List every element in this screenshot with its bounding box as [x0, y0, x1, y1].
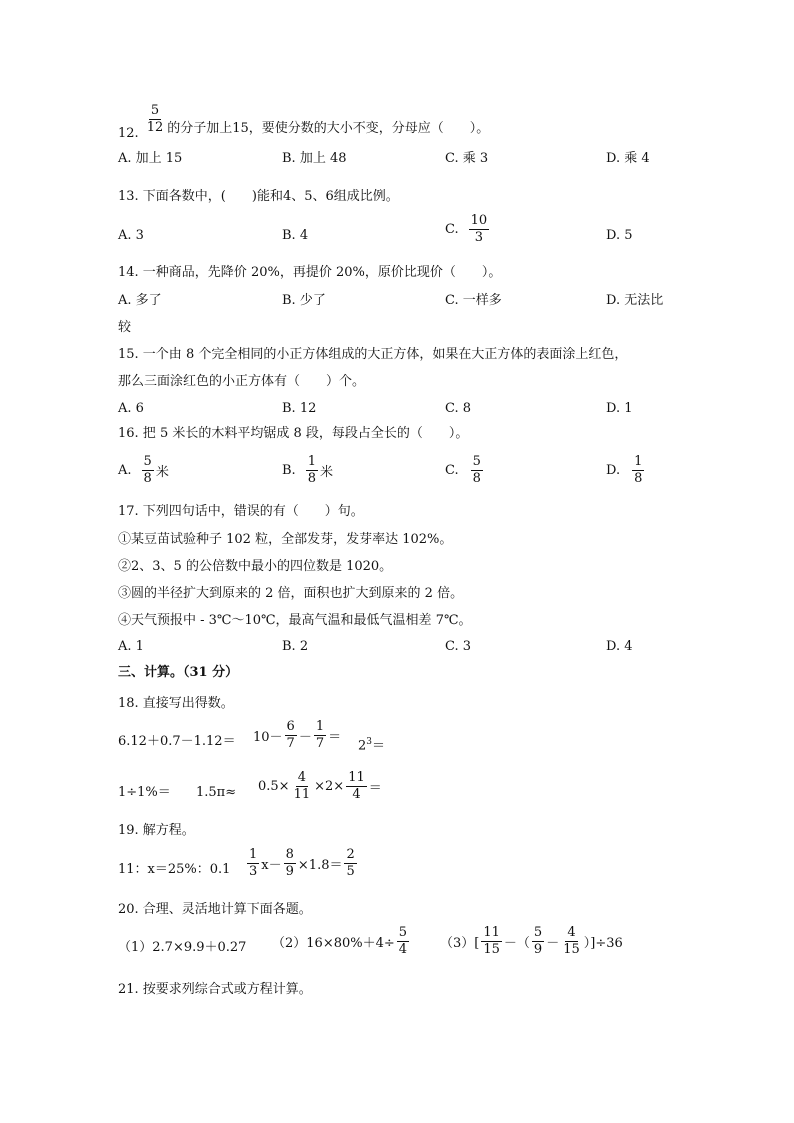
expression-5: 1.5π≈ [196, 785, 237, 800]
question-19: 19. 解方程。 [118, 823, 195, 838]
fraction: $\frac{8}{9}$ [285, 847, 294, 879]
section-title: 三、计算。（31 分） [118, 665, 239, 680]
fraction: $\frac{4}{15}$ [563, 925, 580, 957]
question-number: 12. [118, 126, 139, 141]
option-d: D. 1 [606, 401, 633, 416]
question-21: 21. 按要求列综合式或方程计算。 [118, 982, 312, 997]
question-16: 16. 把 5 米长的木料平均锯成 8 段，每段占全长的（ ）。 [118, 426, 469, 441]
option-c: C. 乘 3 [445, 151, 489, 166]
option-a: A. $\frac{5}{8}$ 米 [118, 454, 169, 486]
fraction: $\frac{6}{7}$ [286, 719, 295, 751]
problem-3: （3）[ $\frac{11}{15}$ －（ $\frac{5}{9}$ － $\frac{4}{15}$ ）]÷36 [440, 925, 623, 957]
option-d: D. 乘 4 [606, 151, 650, 166]
fraction: $\frac{1}{8}$ [634, 454, 643, 486]
question-14: 14. 一种商品，先降价 20%，再提价 20%，原价比现价（ ）。 [118, 265, 502, 280]
expression-1: 6.12＋0.7－1.12＝ [118, 734, 236, 749]
question-13: 13. 下面各数中，( )能和4、5、6组成比例。 [118, 189, 399, 204]
question-15-line-2: 那么三面涂红色的小正方体有（ ）个。 [118, 374, 366, 389]
expression-4: 1÷1%＝ [118, 785, 171, 800]
option-c: C. 3 [445, 639, 472, 654]
option-d: D. 4 [606, 639, 633, 654]
equation-1: 11：x＝25%：0.1 [118, 862, 231, 877]
expression-2: 10－ $\frac{6}{7}$ － $\frac{1}{7}$ ＝ [253, 719, 342, 751]
fraction: $\frac{1}{3}$ [249, 847, 258, 879]
fraction: $\frac{1}{8}$ [307, 454, 316, 486]
question-12 [118, 98, 489, 141]
option-a: A. 加上 15 [118, 151, 183, 166]
fraction: $\frac{1}{7}$ [315, 719, 325, 751]
fraction: $\frac{11}{4}$ [348, 770, 365, 802]
fraction: $\frac{11}{15}$ [483, 925, 500, 957]
question-17: 17. 下列四句话中，错误的有（ ）句。 [118, 504, 364, 519]
expression-6: 0.5× $\frac{4}{11}$ ×2× $\frac{11}{4}$ ＝ [258, 770, 382, 802]
fraction: $\frac{10}{3}$ [470, 213, 488, 245]
question-text: 的分子加上15，要使分数的大小不变，分母应（ ）。 [167, 121, 490, 136]
problem-2: （2）16×80%＋4÷ $\frac{5}{4}$ [272, 925, 408, 957]
fraction: $\frac{2}{5}$ [346, 847, 355, 879]
statement-2: ②2、3、5 的公倍数中最小的四位数是 1020。 [118, 559, 393, 574]
option-b: B. 4 [282, 228, 309, 243]
equation-2: $\frac{1}{3}$ x－ $\frac{8}{9}$ ×1.8＝ $\frac{2}{5}$ [249, 847, 355, 879]
option-b: B. $\frac{1}{8}$ 米 [282, 454, 333, 486]
problem-1: （1）2.7×9.9＋0.27 [118, 940, 247, 955]
option-c: C. $\frac{5}{8}$ [445, 454, 481, 486]
option-b: B. 2 [282, 639, 309, 654]
option-d: D. $\frac{1}{8}$ [606, 454, 643, 486]
fraction: $\frac{4}{11}$ [293, 770, 311, 802]
option-a: A. 6 [118, 401, 144, 416]
question-20: 20. 合理、灵活地计算下面各题。 [118, 902, 312, 917]
expression-3: $2^3=$ [358, 737, 386, 754]
question-18: 18. 直接写出得数。 [118, 696, 234, 711]
option-b: B. 12 [282, 401, 317, 416]
fraction: $\frac{5}{4}$ [398, 925, 408, 957]
option-d: D. 无法比 [606, 293, 664, 308]
option-c: C. $\frac{10}{3}$ [445, 213, 488, 245]
option-a: A. 1 [118, 639, 144, 654]
fraction: $\frac{5}{9}$ [533, 925, 543, 957]
fraction: $\frac{5}{8}$ [472, 454, 481, 486]
fraction: $\frac{5}{8}$ [143, 454, 152, 486]
statement-3: ③圆的半径扩大到原来的 2 倍，面积也扩大到原来的 2 倍。 [118, 586, 464, 601]
option-b: B. 少了 [282, 293, 326, 308]
option-c: C. 一样多 [445, 293, 502, 308]
option-d-wrap: 较 [118, 320, 132, 335]
statement-4: ④天气预报中 - 3℃～10℃，最高气温和最低气温相差 7℃。 [118, 613, 472, 628]
question-15-line-1: 15. 一个由 8 个完全相同的小正方体组成的大正方体，如果在大正方体的表面涂上红色， [118, 347, 628, 362]
option-b: B. 加上 48 [282, 151, 347, 166]
statement-1: ①某豆苗试验种子 102 粒，全部发芽，发芽率达 102%。 [118, 532, 453, 547]
option-d: D. 5 [606, 228, 633, 243]
option-a: A. 多了 [118, 293, 162, 308]
option-a: A. 3 [118, 228, 144, 243]
option-c: C. 8 [445, 401, 472, 416]
fraction: $\frac{5}{12}$ [146, 103, 164, 135]
